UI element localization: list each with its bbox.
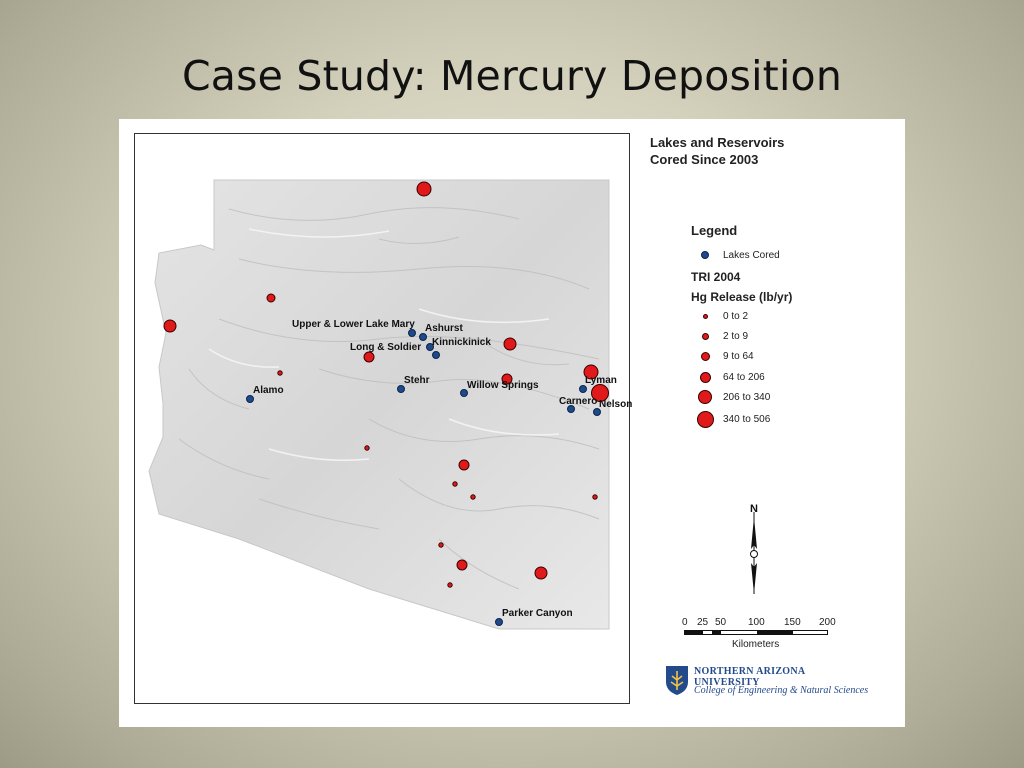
tri-class-1-icon bbox=[703, 314, 708, 319]
tri-class-3-icon bbox=[701, 352, 710, 361]
legend-class-label: 340 to 506 bbox=[723, 413, 771, 425]
tri-site[interactable] bbox=[593, 495, 597, 499]
legend-class-label: 206 to 340 bbox=[723, 391, 771, 403]
scale-bar bbox=[684, 630, 828, 635]
tri-class-5-icon bbox=[698, 390, 712, 404]
nau-college: College of Engineering & Natural Sciences bbox=[694, 685, 869, 696]
slide-title: Case Study: Mercury Deposition bbox=[181, 52, 843, 100]
label-ashurst: Ashurst bbox=[425, 323, 463, 334]
scale-tick: 150 bbox=[784, 617, 801, 628]
tri-site[interactable] bbox=[535, 567, 547, 579]
lake-alamo[interactable] bbox=[247, 396, 254, 403]
tri-site[interactable] bbox=[471, 495, 475, 499]
nau-name-line1: NORTHERN ARIZONA bbox=[694, 666, 806, 677]
legend-class-label: 64 to 206 bbox=[723, 371, 765, 383]
label-carnero: Carnero bbox=[559, 396, 598, 407]
legend-lakes-row bbox=[695, 247, 780, 263]
legend-heading: Legend bbox=[691, 223, 738, 238]
tri-site[interactable] bbox=[459, 460, 469, 470]
map-figure bbox=[119, 119, 905, 727]
legend-hg-title: Hg Release (lb/yr) bbox=[691, 290, 793, 304]
lake-lyman[interactable] bbox=[580, 386, 587, 393]
tri-site[interactable] bbox=[453, 482, 457, 486]
lake-stehr[interactable] bbox=[398, 386, 405, 393]
legend-tri-title: TRI 2004 bbox=[691, 270, 741, 284]
label-nelson: Nelson bbox=[599, 399, 633, 410]
tri-site[interactable] bbox=[364, 352, 374, 362]
map-title-line2: Cored Since 2003 bbox=[650, 152, 759, 167]
lake-long-soldier[interactable] bbox=[433, 352, 440, 359]
scale-tick: 200 bbox=[819, 617, 836, 628]
label-long-soldier: Long & Soldier bbox=[350, 342, 422, 353]
nau-shield-icon bbox=[664, 664, 690, 696]
legend-lakes-label: Lakes Cored bbox=[723, 249, 780, 261]
label-upper-lower-lake-mary: Upper & Lower Lake Mary bbox=[292, 319, 415, 330]
arizona-map[interactable] bbox=[119, 119, 905, 727]
label-willow-springs: Willow Springs bbox=[467, 380, 539, 391]
tri-class-4-icon bbox=[700, 372, 711, 383]
label-kinnickinick: Kinnickinick bbox=[432, 337, 491, 348]
tri-class-2-icon bbox=[702, 333, 709, 340]
tri-site[interactable] bbox=[457, 560, 467, 570]
legend-class-row bbox=[695, 369, 765, 385]
tri-class-6-icon bbox=[697, 411, 714, 428]
tri-site[interactable] bbox=[448, 583, 452, 587]
legend-class-row bbox=[695, 308, 748, 324]
north-arrow-icon bbox=[750, 503, 758, 594]
scale-tick: 50 bbox=[715, 617, 727, 628]
label-parker-canyon: Parker Canyon bbox=[502, 608, 573, 619]
tri-site[interactable] bbox=[278, 371, 282, 375]
tri-site[interactable] bbox=[504, 338, 516, 350]
lake-parker-canyon[interactable] bbox=[496, 619, 503, 626]
nau-name-line2: UNIVERSITY bbox=[694, 677, 760, 688]
legend-class-row bbox=[695, 411, 770, 427]
label-lyman: Lyman bbox=[585, 375, 617, 386]
label-alamo: Alamo bbox=[253, 385, 284, 396]
scale-unit: Kilometers bbox=[732, 639, 780, 650]
lake-marker-icon bbox=[701, 251, 709, 259]
legend-class-row bbox=[695, 348, 754, 364]
arizona-outline bbox=[149, 180, 609, 629]
tri-site[interactable] bbox=[439, 543, 443, 547]
legend-class-label: 9 to 64 bbox=[723, 350, 754, 362]
svg-text:N: N bbox=[750, 503, 758, 515]
map-title bbox=[650, 134, 784, 168]
tri-site[interactable] bbox=[267, 294, 275, 302]
tri-site[interactable] bbox=[365, 446, 369, 450]
label-stehr: Stehr bbox=[404, 375, 430, 386]
scale-tick: 100 bbox=[748, 617, 765, 628]
lake-ashurst[interactable] bbox=[420, 334, 427, 341]
map-title-line1: Lakes and Reservoirs bbox=[650, 135, 785, 150]
tri-site[interactable] bbox=[417, 182, 431, 196]
lake-upper-lower-lake-mary[interactable] bbox=[409, 330, 416, 337]
legend-class-row bbox=[695, 389, 770, 405]
legend-class-label: 0 to 2 bbox=[723, 310, 749, 322]
tri-site[interactable] bbox=[164, 320, 176, 332]
scale-tick: 25 bbox=[697, 617, 709, 628]
legend-class-row bbox=[695, 328, 748, 344]
legend-class-label: 2 to 9 bbox=[723, 330, 749, 342]
scale-tick: 0 bbox=[682, 617, 688, 628]
